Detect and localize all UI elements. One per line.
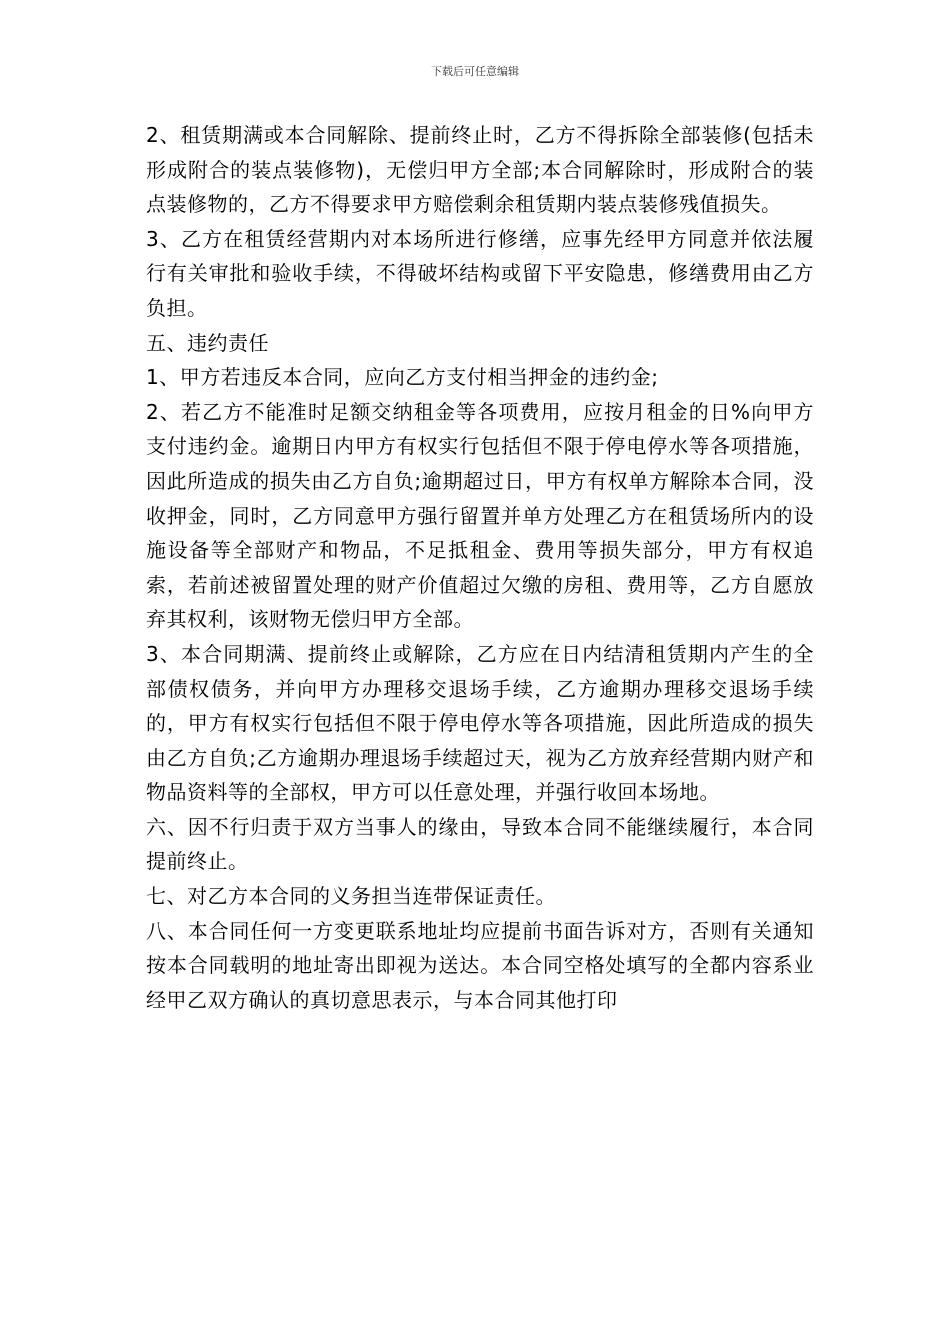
page-header: 下载后可任意编辑: [431, 65, 519, 78]
paragraph-section-8: 八、本合同任何一方变更联系地址均应提前书面告诉对方，否则有关通知按本合同载明的地址寄出即视为送达。本合同空格处填写的全都内容系业经甲乙双方确认的真切意思表示，与本合同其他打印: [146, 918, 814, 1012]
paragraph-breach-2: 2、若乙方不能准时足额交纳租金等各项费用，应按月租金的日%向甲方支付违约金。逾期日内甲方有权实行包括但不限于停电停水等各项措施，因此所造成的损失由乙方自负;逾期超过日，甲方有权单方解除本合同，没收押金，同时，乙方同意甲方强行留置并单方处理乙方在租赁场所内的设施设备等全部财产和物品，不足抵租金、费用等损失部分，甲方有权追索，若前述被留置处理的财产价值超过欠缴的房租、费用等，乙方自愿放弃其权利，该财物无偿归甲方全部。: [146, 399, 814, 632]
paragraph-clause-2-renovation: 2、租赁期满或本合同解除、提前终止时，乙方不得拆除全部装修(包括未形成附合的装点装修物)，无偿归甲方全部;本合同解除时，形成附合的装点装修物的，乙方不得要求甲方赔偿剩余租赁期内装点装修残值损失。: [146, 123, 814, 217]
paragraph-clause-3-repair: 3、乙方在租赁经营期内对本场所进行修缮，应事先经甲方同意并依法履行有关审批和验收手续，不得破坏结构或留下平安隐患，修缮费用由乙方负担。: [146, 226, 814, 320]
paragraph-section-7: 七、对乙方本合同的义务担当连带保证责任。: [146, 884, 556, 909]
paragraph-breach-3: 3、本合同期满、提前终止或解除，乙方应在日内结清租赁期内产生的全部债权债务，并向甲方办理移交退场手续，乙方逾期办理移交退场手续的，甲方有权实行包括但不限于停电停水等各项措施，因此所造成的损失由乙方自负;乙方逾期办理退场手续超过天，视为乙方放弃经营期内财产和物品资料等的全部权，甲方可以任意处理，并强行收回本场地。: [146, 641, 814, 805]
document-body: [146, 118, 814, 1017]
paragraph-breach-1: 1、甲方若违反本合同，应向乙方支付相当押金的违约金;: [146, 365, 659, 390]
section-heading-breach: 五、违约责任: [146, 330, 269, 355]
paragraph-section-6: 六、因不行归责于双方当事人的缘由，导致本合同不能继续履行，本合同提前终止。: [146, 814, 814, 874]
